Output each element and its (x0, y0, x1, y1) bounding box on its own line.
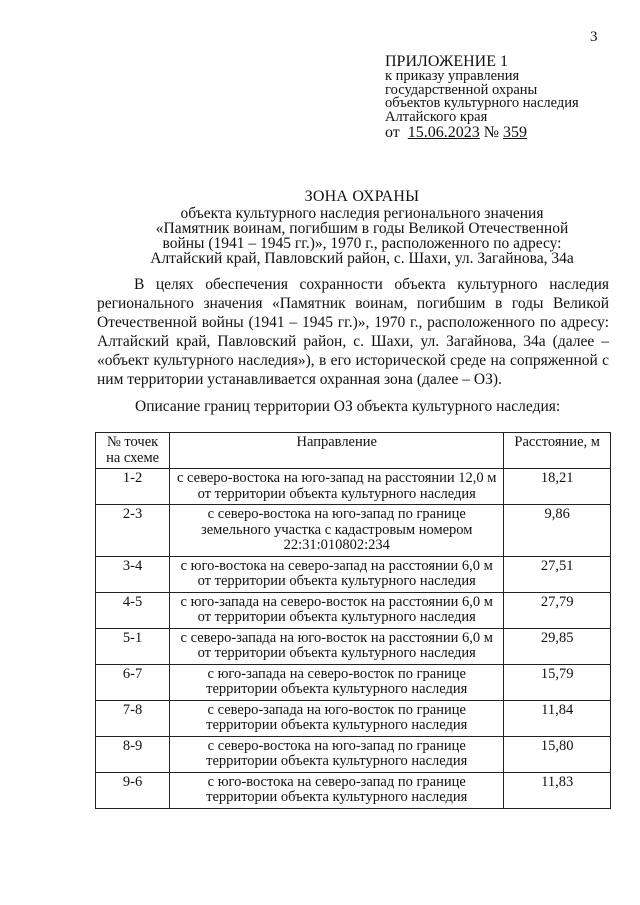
appendix-line: Алтайского края (385, 108, 488, 125)
cell-distance: 15,79 (504, 664, 611, 700)
table-row (96, 736, 611, 772)
title-line: войны (1941 – 1945 гг.)», 1970 г., расположенного по адресу: (162, 235, 562, 252)
table-row (96, 505, 611, 557)
cell-distance: 11,83 (504, 772, 611, 808)
title-line: объекта культурного наследия регионального значения (180, 205, 544, 222)
cell-points: 4-5 (96, 592, 170, 628)
cell-direction: с северо-востока на юго-запад по границе земельного участка с кадастровым номером 22:31:010802:234 (170, 505, 504, 557)
cell-direction: с северо-востока на юго-запад по границе территории объекта культурного наследия (170, 736, 504, 772)
cell-points: 7-8 (96, 700, 170, 736)
page-number: 3 (590, 29, 598, 45)
title-line: Алтайский край, Павловский район, с. Шахи, ул. Загайнова, 34а (150, 250, 574, 267)
number-sign: № (483, 124, 500, 141)
table-row (96, 700, 611, 736)
intro-paragraph (97, 275, 609, 389)
table-row (96, 592, 611, 628)
appendix-line: объектов культурного наследия (385, 95, 579, 111)
cell-direction: с северо-запада на юго-восток по границе территории объекта культурного наследия (170, 700, 504, 736)
cell-direction: с юго-востока на северо-запад по границе территории объекта культурного наследия (170, 772, 504, 808)
appendix-date-line (385, 124, 579, 141)
cell-distance: 29,85 (504, 628, 611, 664)
cell-points: 9-6 (96, 772, 170, 808)
cell-distance: 9,86 (504, 505, 611, 557)
cell-distance: 15,80 (504, 736, 611, 772)
cell-distance: 11,84 (504, 700, 611, 736)
cell-distance: 27,79 (504, 592, 611, 628)
header-direction: Направление (170, 433, 504, 469)
appendix-block (385, 53, 579, 141)
cell-points: 2-3 (96, 505, 170, 557)
order-date: 15.06.2023 (407, 124, 480, 141)
cell-points: 3-4 (96, 556, 170, 592)
date-prefix: от (385, 124, 400, 141)
boundaries-table (95, 432, 611, 809)
table-row (96, 628, 611, 664)
table-caption: Описание границ территории ОЗ объекта культурного наследия: (135, 398, 561, 415)
header-distance: Расстояние, м (504, 433, 611, 469)
intro-text: В целях обеспечения сохранности объекта культурного наследия регионального значения «Памятник воинам, погибшим в годы Великой Отечественной войны (1941 – 1945 гг.)», 1970 г., расположенного по адресу: Алтайский край, Павловский район, с. Шахи, ул. Загайнова, 34а (далее – «объект культурного наследия»), в его исторической среде на сопряженной с ним территории устанавливается охранная зона (далее – ОЗ). (97, 276, 609, 388)
cell-direction: с юго-запада на северо-восток на расстоянии 6,0 м от территории объекта культурного наследия (170, 592, 504, 628)
cell-distance: 18,21 (504, 469, 611, 505)
document-title (0, 189, 640, 266)
table-row (96, 556, 611, 592)
cell-direction: с северо-востока на юго-запад на расстоянии 12,0 м от территории объекта культурного наследия (170, 469, 504, 505)
appendix-title: ПРИЛОЖЕНИЕ 1 (385, 53, 509, 70)
cell-points: 6-7 (96, 664, 170, 700)
cell-points: 5-1 (96, 628, 170, 664)
table-header-row (96, 433, 611, 469)
table-row (96, 772, 611, 808)
title-heading: ЗОНА ОХРАНЫ (304, 188, 420, 205)
order-number: 359 (503, 124, 528, 141)
table-row (96, 664, 611, 700)
cell-direction: с юго-востока на северо-запад на расстоянии 6,0 м от территории объекта культурного наследия (170, 556, 504, 592)
table-row (96, 469, 611, 505)
cell-direction: с северо-запада на юго-восток на расстоянии 6,0 м от территории объекта культурного наследия (170, 628, 504, 664)
cell-direction: с юго-запада на северо-восток по границе территории объекта культурного наследия (170, 664, 504, 700)
title-line: «Памятник воинам, погибшим в годы Великой Отечественной (155, 220, 569, 237)
appendix-line: к приказу управления (385, 68, 520, 84)
cell-points: 8-9 (96, 736, 170, 772)
cell-points: 1-2 (96, 469, 170, 505)
cell-distance: 27,51 (504, 556, 611, 592)
appendix-line: государственной охраны (385, 81, 538, 98)
header-points: № точек на схеме (96, 433, 170, 469)
